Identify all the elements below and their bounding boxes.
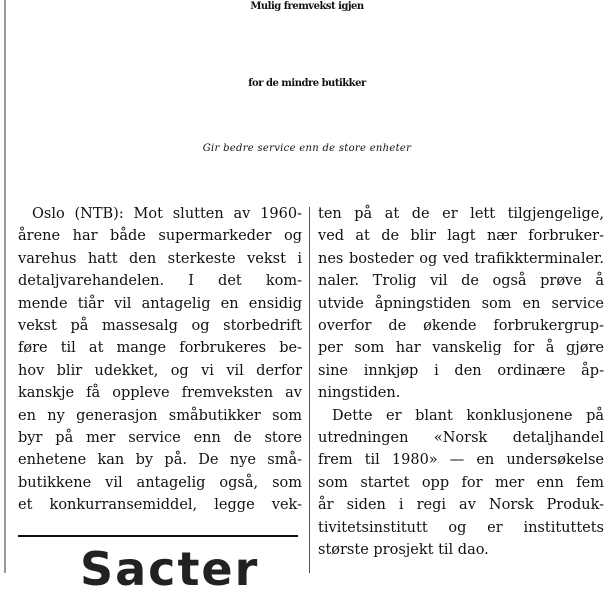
text-line: største prosjekt til dao.	[318, 542, 489, 559]
text-line: nes bosteder og ved trafikkterminaler.	[318, 250, 604, 267]
text-line: butikkene vil antagelig også, som	[18, 474, 302, 491]
text-line: årene har både supermarkeder og	[18, 228, 302, 245]
article-column-1	[18, 203, 302, 517]
text-line: Dette er blant konklusjonene på	[332, 407, 604, 424]
text-line: vekst på massesalg og storbedrift	[18, 318, 302, 335]
text-line: byr på mer service enn de store	[18, 430, 302, 447]
text-line: mende tiår vil antagelig en ensidig	[18, 295, 302, 312]
text-line: naler. Trolig vil de også prøve å	[318, 273, 604, 290]
text-line: kanskje få oppleve fremveksten av	[18, 385, 302, 402]
text-line: per som har vanskelig for å gjøre	[318, 340, 604, 357]
text-line: ved at de blir lagt nær forbruker-	[318, 228, 604, 245]
text-line: et konkurransemiddel, legge vek-	[18, 497, 302, 514]
text-line: hov blir udekket, og vi vil derfor	[18, 362, 302, 379]
text-line: Oslo (NTB): Mot slutten av 1960-	[32, 206, 302, 222]
text-line: utredningen «Norsk detaljhandel	[318, 430, 604, 447]
text-line: ten på at de er lett tilgjengelige,	[318, 206, 604, 222]
headline-line-1: Mulig fremvekst igjen	[250, 1, 364, 12]
text-line: tivitetsinstitutt og er instituttets	[318, 519, 604, 536]
text-line: år siden i regi av Norsk Produk-	[318, 497, 604, 514]
headline-line-2: for de mindre butikker	[248, 78, 366, 89]
text-line: føre til at mange forbrukeres be-	[18, 340, 302, 357]
column-divider	[309, 207, 310, 573]
text-line: en ny generasjon småbutikker som	[18, 407, 302, 424]
subheadline: Gir bedre service enn de store enheter	[202, 143, 412, 154]
text-line: som startet opp for mer enn fem	[318, 474, 604, 491]
article-separator-rule	[18, 535, 298, 537]
text-line: frem til 1980» — en undersøkelse	[318, 452, 604, 469]
text-line: ningstiden.	[318, 385, 401, 402]
text-line: enhetene kan by på. De nye små-	[18, 452, 302, 469]
text-line: overfor de økende forbrukergrup-	[318, 318, 604, 335]
article-column-2	[318, 203, 604, 562]
text-line: sine innkjøp i den ordinære åp-	[318, 362, 604, 379]
text-line: varehus hatt den sterkeste vekst i	[18, 250, 302, 267]
text-line: detaljvarehandelen. I det kom-	[18, 273, 302, 290]
text-line: utvide åpningstiden som en service	[318, 295, 604, 312]
next-article-headline-fragment: Sacter	[80, 542, 260, 596]
